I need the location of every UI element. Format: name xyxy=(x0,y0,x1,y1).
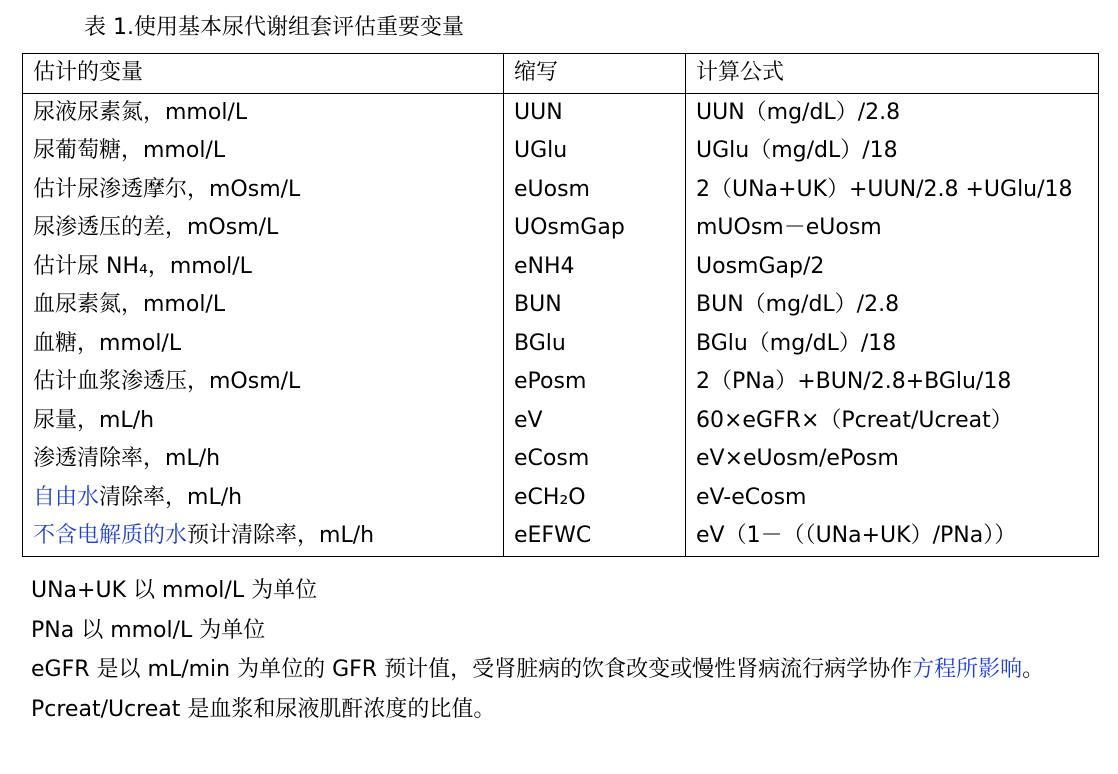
table-row xyxy=(23,517,1099,556)
cell-abbreviation: eNH4 xyxy=(504,248,686,287)
cell-abbreviation: ePosm xyxy=(504,363,686,402)
cell-formula: UosmGap/2 xyxy=(686,248,1099,287)
cell-abbreviation: BUN xyxy=(504,286,686,325)
note-egfr-end: 。 xyxy=(1022,657,1045,682)
table-caption: 表 1.使用基本尿代谢组套评估重要变量 xyxy=(84,15,464,40)
cell-variable xyxy=(23,402,504,441)
cell-formula: eV（1－（（UNa+UK）/PNa）） xyxy=(686,517,1099,556)
variable-highlight: 不含电解质的水 xyxy=(33,523,188,549)
note-egfr-text: eGFR 是以 mL/min 为单位的 GFR 预计值，受肾脏病的饮食改变或慢性肾病流行病学协作 xyxy=(31,657,913,682)
variable-text: 血尿素氮，mmol/L xyxy=(33,292,226,318)
cell-formula: 2（UNa+UK）+UUN/2.8 +UGlu/18 xyxy=(686,171,1099,210)
cell-formula: BGlu（mg/dL）/18 xyxy=(686,325,1099,364)
note-units-pna: PNa 以 mmol/L 为单位 xyxy=(31,617,266,643)
cell-variable xyxy=(23,132,504,171)
variable-highlight: 自由水 xyxy=(33,484,100,510)
table-row xyxy=(23,440,1099,479)
table-row xyxy=(23,171,1099,210)
cell-formula: mUOsm－eUosm xyxy=(686,209,1099,248)
variable-text: 尿渗透压的差，mOsm/L xyxy=(33,215,279,241)
cell-abbreviation: UUN xyxy=(504,93,686,132)
cell-abbreviation: eV xyxy=(504,402,686,441)
variable-text: 尿量，mL/h xyxy=(33,407,155,433)
cell-abbreviation: UGlu xyxy=(504,132,686,171)
table-row xyxy=(23,286,1099,325)
cell-abbreviation: BGlu xyxy=(504,325,686,364)
table-row xyxy=(23,402,1099,441)
header-variable: 估计的变量 xyxy=(23,54,504,94)
variable-text: 估计尿渗透摩尔，mOsm/L xyxy=(33,176,301,202)
variable-text: 估计尿 NH₄，mmol/L xyxy=(33,253,252,279)
cell-variable xyxy=(23,363,504,402)
variable-text: 血糖，mmol/L xyxy=(33,330,182,356)
cell-formula: 60×eGFR×（Pcreat/Ucreat） xyxy=(686,402,1099,441)
cell-formula: UUN（mg/dL）/2.8 xyxy=(686,93,1099,132)
note-egfr-link: 方程所影响 xyxy=(912,657,1023,682)
cell-abbreviation: eCH₂O xyxy=(504,479,686,518)
cell-abbreviation: eUosm xyxy=(504,171,686,210)
cell-variable xyxy=(23,286,504,325)
table-row xyxy=(23,479,1099,518)
footnotes xyxy=(31,571,1101,729)
cell-variable xyxy=(23,171,504,210)
cell-variable xyxy=(23,248,504,287)
table-row xyxy=(23,325,1099,364)
cell-abbreviation: eCosm xyxy=(504,440,686,479)
cell-abbreviation: UOsmGap xyxy=(504,209,686,248)
cell-formula: eV-eCosm xyxy=(686,479,1099,518)
variable-text: 渗透清除率，mL/h xyxy=(33,446,221,472)
table-row xyxy=(23,248,1099,287)
cell-formula: eV×eUosm/ePosm xyxy=(686,440,1099,479)
variable-text: 尿液尿素氮，mmol/L xyxy=(33,99,248,125)
header-row xyxy=(23,54,1099,94)
header-formula: 计算公式 xyxy=(686,54,1099,94)
cell-abbreviation: eEFWC xyxy=(504,517,686,556)
cell-formula: UGlu（mg/dL）/18 xyxy=(686,132,1099,171)
cell-variable xyxy=(23,93,504,132)
table-row xyxy=(23,209,1099,248)
table-body xyxy=(23,93,1099,556)
variable-text: 估计血浆渗透压，mOsm/L xyxy=(33,369,301,395)
variable-text: 尿葡萄糖，mmol/L xyxy=(33,138,226,164)
cell-variable xyxy=(23,209,504,248)
cell-variable xyxy=(23,517,504,556)
table-row xyxy=(23,93,1099,132)
note-egfr xyxy=(31,650,1101,690)
cell-variable xyxy=(23,440,504,479)
cell-variable xyxy=(23,325,504,364)
variable-text: 预计清除率，mL/h xyxy=(187,523,375,549)
variables-table xyxy=(22,53,1099,557)
table-row xyxy=(23,363,1099,402)
cell-formula: BUN（mg/dL）/2.8 xyxy=(686,286,1099,325)
cell-formula: 2（PNa）+BUN/2.8+BGlu/18 xyxy=(686,363,1099,402)
header-abbreviation: 缩写 xyxy=(504,54,686,94)
table-row xyxy=(23,132,1099,171)
note-units-unauk: UNa+UK 以 mmol/L 为单位 xyxy=(31,578,318,603)
variable-text: 清除率，mL/h xyxy=(99,484,243,510)
note-creat-ratio: Pcreat/Ucreat 是血浆和尿液肌酐浓度的比值。 xyxy=(31,696,496,722)
cell-variable xyxy=(23,479,504,518)
